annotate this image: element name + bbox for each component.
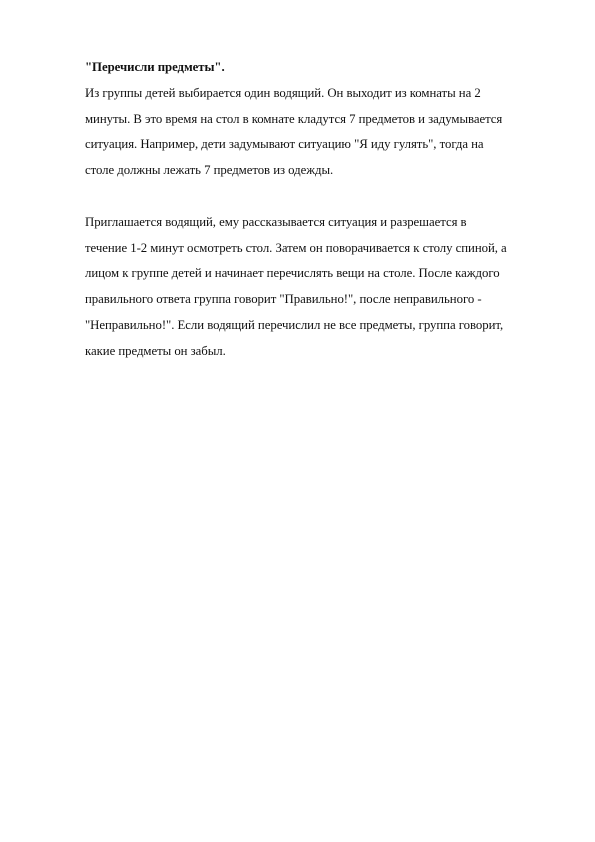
paragraph-line: "Неправильно!". Если водящий перечислил не все предметы, группа говорит, — [85, 317, 504, 332]
document-body — [85, 55, 525, 365]
paragraph-line: правильного ответа группа говорит "Правильно!", после неправильного - — [85, 292, 482, 307]
document-title: "Перечисли предметы". — [85, 60, 225, 74]
paragraph-line: Приглашается водящий, ему рассказывается ситуация и разрешается в — [85, 214, 467, 229]
paragraph-line: течение 1-2 минут осмотреть стол. Затем он поворачивается к столу спиной, а — [85, 240, 507, 255]
paragraph-line: какие предметы он забыл. — [85, 343, 226, 358]
paragraph-1 — [85, 81, 525, 184]
paragraph-line: Из группы детей выбирается один водящий. Он выходит из комнаты на 2 — [85, 85, 481, 100]
paragraph-line: столе должны лежать 7 предметов из одежды. — [85, 163, 334, 178]
paragraph-line: лицом к группе детей и начинает перечислять вещи на столе. После каждого — [85, 266, 500, 281]
paragraph-line: ситуация. Например, дети задумывают ситуацию "Я иду гулять", тогда на — [85, 137, 484, 152]
paragraph-line: минуты. В это время на стол в комнате кладутся 7 предметов и задумывается — [85, 111, 503, 126]
paragraph-2 — [85, 210, 525, 365]
